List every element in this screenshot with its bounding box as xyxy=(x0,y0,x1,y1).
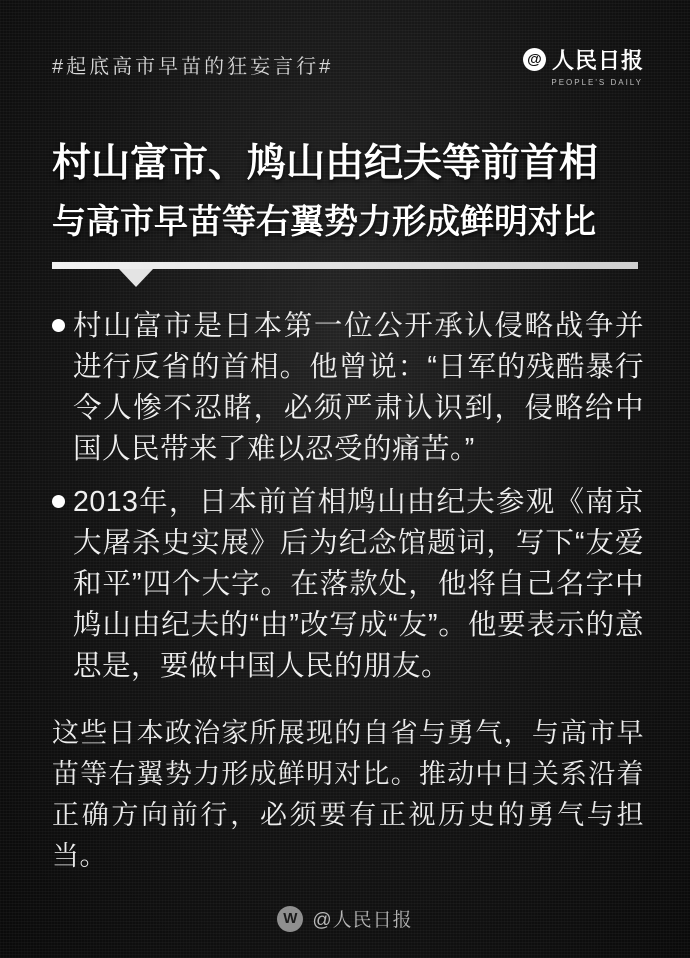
list-item-text: 2013年，日本前首相鸠山由纪夫参观《南京大屠杀史实展》后为纪念馆题词，写下“友爱和平”四个大字。在落款处，他将自己名字中鸠山由纪夫的“由”改写成“友”。他要表示的意思是，要做中国人民的朋友。 xyxy=(73,486,644,682)
footer xyxy=(0,905,690,932)
page-title xyxy=(52,138,652,248)
list-item xyxy=(52,482,644,687)
headline-line-1: 村山富市、鸠山由纪夫等前首相 xyxy=(52,142,599,185)
publisher-name: 人民日报 xyxy=(551,48,644,73)
list-item-text: 村山富市是日本第一位公开承认侵略战争并进行反省的首相。他曾说：“日军的残酷暴行令人惨不忍睹，必须严肃认识到，侵略给中国人民带来了难以忍受的痛苦。” xyxy=(73,310,644,465)
divider xyxy=(52,262,638,287)
list-item xyxy=(52,306,644,470)
divider-arrow-icon xyxy=(119,269,153,287)
weibo-icon: W xyxy=(277,906,303,932)
hashtag-label: #起底高市早苗的狂妄言行# xyxy=(52,56,334,78)
at-sign-icon: @ xyxy=(523,48,546,71)
bullet-dot-icon xyxy=(52,495,65,508)
poster-top-row xyxy=(0,44,690,90)
divider-bar xyxy=(52,262,638,269)
headline-line-2: 与高市早苗等右翼势力形成鲜明对比 xyxy=(52,203,596,241)
closing-paragraph: 这些日本政治家所展现的自省与勇气，与高市早苗等右翼势力形成鲜明对比。推动中日关系沿着正确方向前行，必须要有正视历史的勇气与担当。 xyxy=(52,718,644,871)
publisher-logo xyxy=(523,44,644,87)
footer-account-name: @人民日报 xyxy=(312,910,413,931)
body-content xyxy=(52,306,644,877)
publisher-logo-main xyxy=(523,44,644,75)
publisher-subtitle: PEOPLE'S DAILY xyxy=(551,78,643,87)
bullet-dot-icon xyxy=(52,319,65,332)
